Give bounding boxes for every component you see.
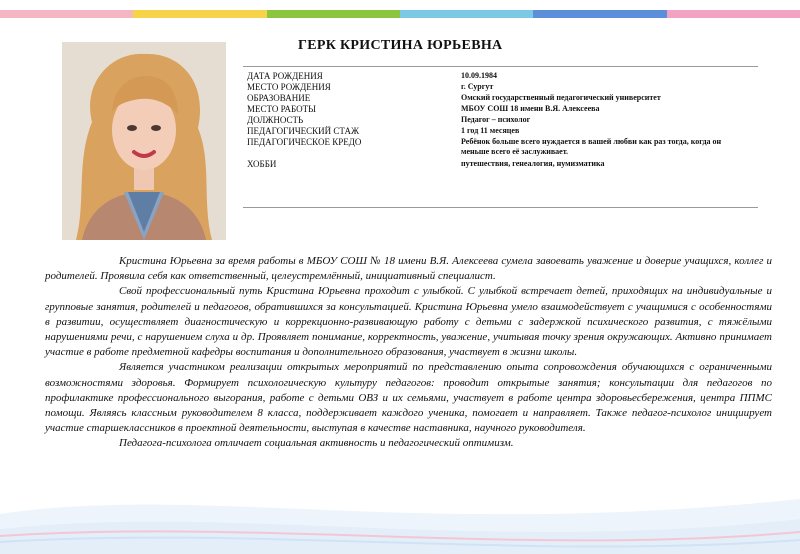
info-label: ДОЛЖНОСТЬ bbox=[247, 115, 304, 125]
info-label: МЕСТО РАБОТЫ bbox=[247, 104, 316, 114]
portrait-photo-icon bbox=[62, 42, 226, 240]
portrait-photo bbox=[62, 42, 226, 240]
info-label: ПЕДАГОГИЧЕСКИЙ СТАЖ bbox=[247, 126, 360, 136]
biography-text bbox=[45, 254, 772, 452]
bio-paragraph: Является участником реализации открытых мероприятий по представлению опыта сопровождения обучающихся с ограниченными возможностями здоровья. Формирует психологическую культуру педагогов: проводит открытые занятия; консультации для педагогов по профилактике профессионального выгорания, работе с детьми ОВЗ и их семьями, участвует в работе центра здоровьесбережения, центра ППМС помощи. Являясь классным руководителем 8 класса, поддерживает каждого ученика, помогает и направляет. Также педагог-психолог инициирует участие старшеклассников в проектной деятельности, выступая в качестве наставника, научного руководителя. bbox=[45, 361, 772, 435]
info-table bbox=[243, 66, 758, 208]
info-value: путешествия, генеалогия, нумизматика bbox=[461, 159, 605, 168]
band-segment bbox=[133, 10, 266, 18]
info-value: г. Сургут bbox=[461, 82, 494, 91]
bio-paragraph: Кристина Юрьевна за время работы в МБОУ СОШ № 18 имени В.Я. Алексеева сумела завоевать уважение и доверие учащихся, коллег и родителей. Проявила себя как ответственный, целеустремлённый, инициативный специалист. bbox=[45, 255, 772, 283]
info-value: 1 год 11 месяцев bbox=[461, 126, 520, 135]
band-segment bbox=[533, 10, 666, 18]
band-segment bbox=[267, 10, 400, 18]
band-segment bbox=[667, 10, 800, 18]
info-value: МБОУ СОШ 18 имени В.Я. Алексеева bbox=[461, 104, 600, 113]
person-name: ГЕРК КРИСТИНА ЮРЬЕВНА bbox=[298, 38, 503, 53]
info-label: ДАТА РОЖДЕНИЯ bbox=[247, 71, 323, 81]
info-value: Педагог – психолог bbox=[461, 115, 531, 124]
info-label: МЕСТО РОЖДЕНИЯ bbox=[247, 82, 331, 92]
info-label: ХОББИ bbox=[247, 159, 277, 169]
band-segment bbox=[400, 10, 533, 18]
info-value: Ребёнок больше всего нуждается в вашей любви как раз тогда, когда он меньше всего её заслуживает. bbox=[461, 137, 722, 156]
decorative-waves bbox=[0, 444, 800, 554]
info-label: ПЕДАГОГИЧЕСКОЕ КРЕДО bbox=[247, 137, 362, 147]
info-value: Омский государственный педагогический университет bbox=[461, 93, 661, 102]
band-segment bbox=[0, 10, 133, 18]
info-value: 10.09.1984 bbox=[461, 71, 497, 80]
color-band bbox=[0, 10, 800, 18]
bio-paragraph: Свой профессиональный путь Кристина Юрьевна проходит с улыбкой. С улыбкой встречает детей, приходящих на индивидуальные и групповые занятия, родителей и педагогов, обратившихся за консультацией. Кристина Юрьевна умело взаимодействует с учащимися с особенностями в развитии, осуществляет диагностическую и коррекционно-развивающую работу с детьми с задержкой психического развития, с тяжёлыми нарушениями речи, с нарушением слуха и др. Проявляет понимание, корректность, уважение, учитывая точку зрения окружающих. Активно принимает участие в работе предметной кафедры воспитания и дополнительного образования, участвует в жизни школы. bbox=[45, 285, 772, 359]
bio-paragraph: Педагога-психолога отличает социальная активность и педагогический оптимизм. bbox=[119, 437, 514, 450]
info-label: ОБРАЗОВАНИЕ bbox=[247, 93, 311, 103]
